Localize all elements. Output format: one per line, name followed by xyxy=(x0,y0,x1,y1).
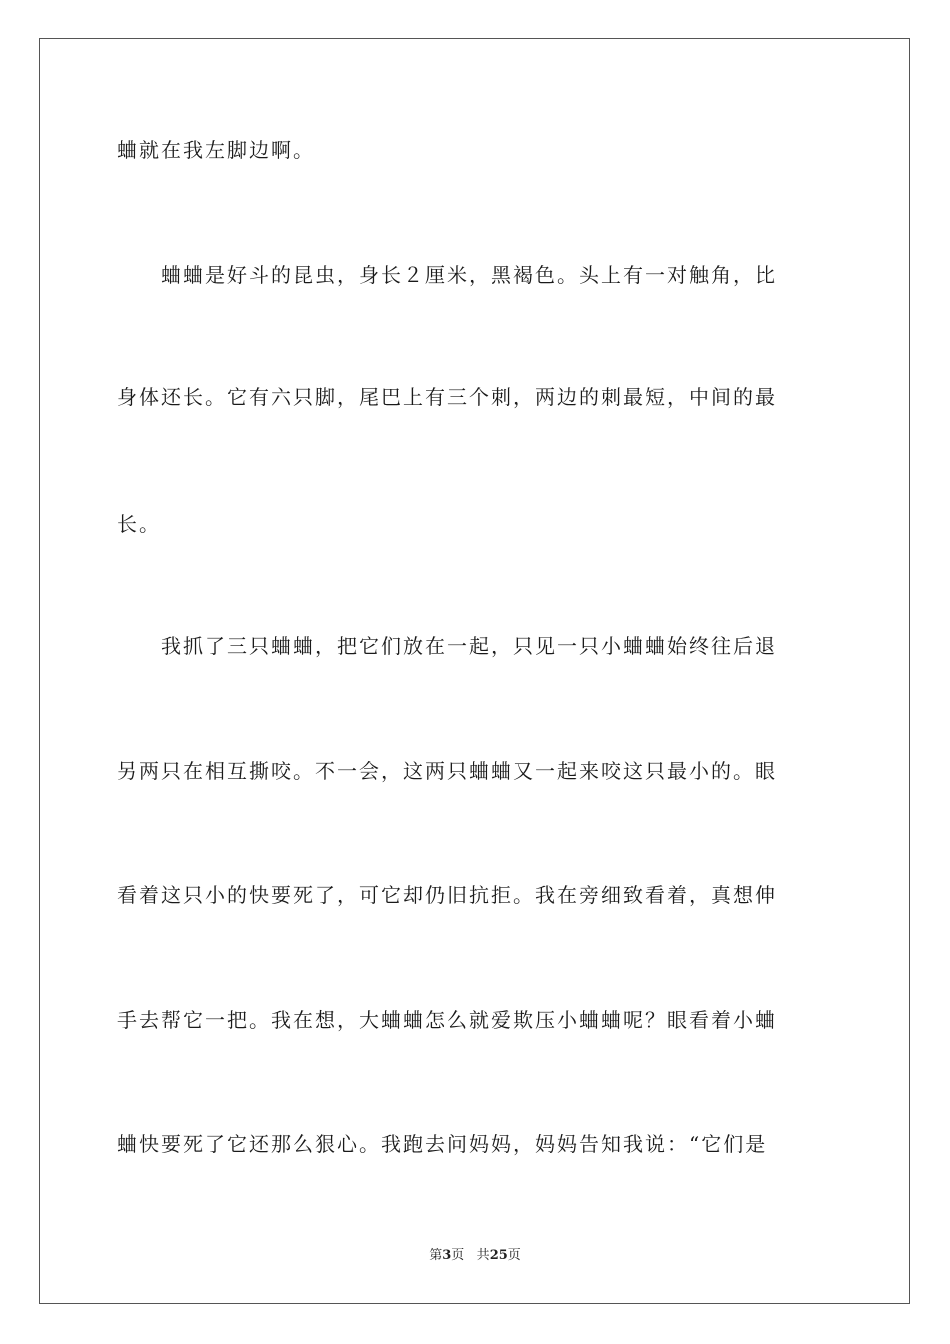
text-line: 手去帮它一把。我在想，大蛐蛐怎么就爱欺压小蛐蛐呢？眼看着小蛐 xyxy=(117,1008,777,1032)
total-label-suffix: 页 xyxy=(507,1248,521,1263)
text-line: 长。 xyxy=(117,512,161,536)
text-line: 看着这只小的快要死了，可它却仍旧抗拒。我在旁细致看着，真想伸 xyxy=(117,883,777,907)
text-line: 我抓了三只蛐蛐，把它们放在一起，只见一只小蛐蛐始终往后退 xyxy=(117,634,777,658)
text-line: 另两只在相互撕咬。不一会，这两只蛐蛐又一起来咬这只最小的。眼 xyxy=(117,759,777,783)
text-line: 蛐就在我左脚边啊。 xyxy=(117,138,315,162)
total-pages: 25 xyxy=(489,1248,508,1263)
page-label-prefix: 第 xyxy=(429,1248,443,1263)
text-line: 蛐快要死了它还那么狠心。我跑去问妈妈，妈妈告知我说：“它们是 xyxy=(117,1132,768,1156)
page-footer xyxy=(0,1248,950,1264)
page-border xyxy=(39,38,910,1304)
page-number: 3 xyxy=(442,1248,452,1263)
text-line: 蛐蛐是好斗的昆虫，身长２厘米，黑褐色。头上有一对触角，比 xyxy=(117,263,777,287)
total-label-prefix: 共 xyxy=(476,1248,490,1263)
text-line: 身体还长。它有六只脚，尾巴上有三个刺，两边的刺最短，中间的最 xyxy=(117,385,777,409)
page-label-suffix: 页 xyxy=(451,1248,465,1263)
